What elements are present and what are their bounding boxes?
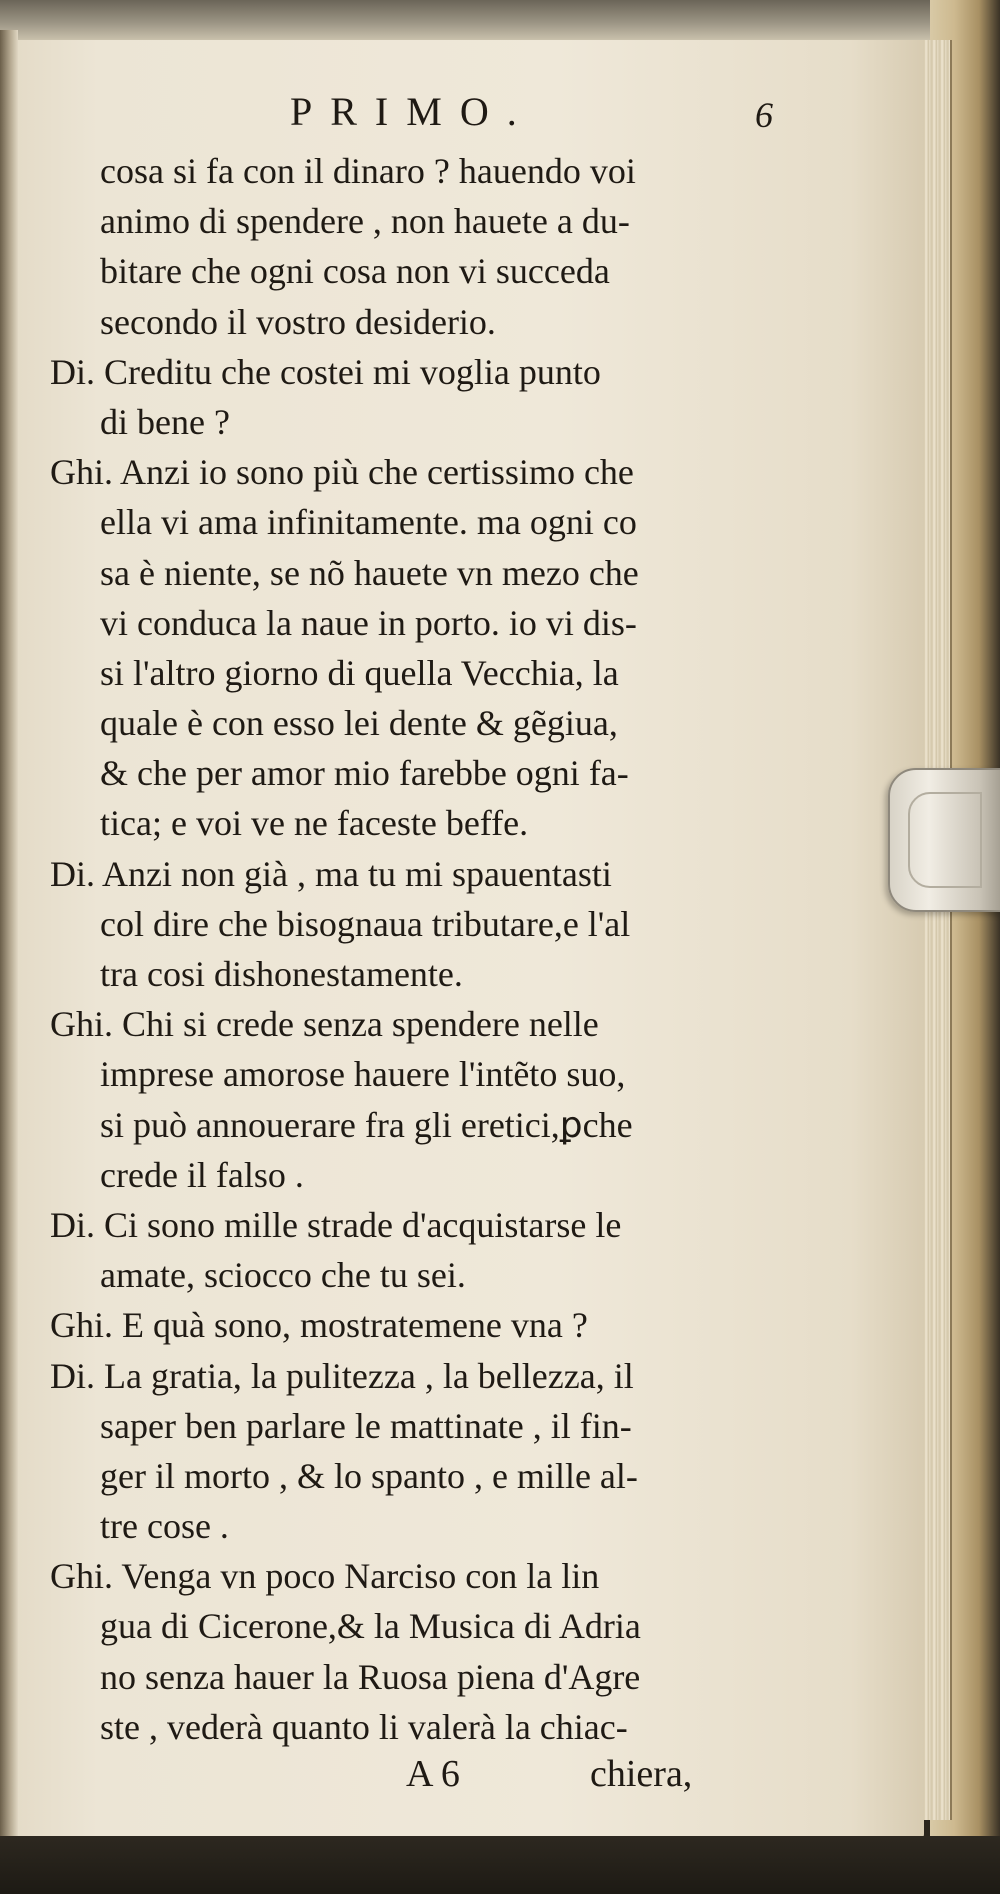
line-text: tica; e voi ve ne faceste beffe. bbox=[100, 803, 529, 844]
line-text: ella vi ama infinitamente. ma ogni co bbox=[100, 502, 637, 543]
text-line bbox=[50, 1652, 790, 1702]
speaker-label: Di. bbox=[50, 351, 95, 392]
line-text: crede il falso . bbox=[100, 1154, 304, 1195]
text-line bbox=[50, 899, 790, 949]
text-line bbox=[50, 1451, 790, 1501]
page-number: 6 bbox=[755, 95, 773, 135]
text-line bbox=[50, 1150, 790, 1200]
line-text: E quà sono, mostratemene vna ? bbox=[122, 1305, 588, 1346]
book-clasp bbox=[888, 768, 1000, 912]
text-line bbox=[50, 1351, 790, 1401]
text-line bbox=[50, 447, 790, 497]
bottom-shadow bbox=[0, 1836, 1000, 1894]
clasp-inner bbox=[908, 792, 982, 888]
page-header bbox=[50, 88, 790, 146]
text-line bbox=[50, 1100, 790, 1150]
text-line bbox=[50, 146, 790, 196]
line-text: di bene ? bbox=[100, 401, 230, 442]
line-text: si può annouerare fra gli eretici,ꝑche bbox=[100, 1104, 633, 1145]
speaker-label: Ghi. bbox=[50, 1305, 113, 1346]
line-text: & che per amor mio farebbe ogni fa- bbox=[100, 753, 629, 794]
speaker-label: Di. bbox=[50, 1204, 95, 1245]
line-text: gua di Cicerone,& la Musica di Adria bbox=[100, 1606, 641, 1647]
line-text: saper ben parlare le mattinate , il fin- bbox=[100, 1405, 632, 1446]
line-text: sa è niente, se nõ hauete vn mezo che bbox=[100, 552, 639, 593]
text-line bbox=[50, 798, 790, 848]
text-line bbox=[50, 598, 790, 648]
text-line bbox=[50, 196, 790, 246]
line-text: animo di spendere , non hauete a du- bbox=[100, 201, 630, 242]
line-text: quale è con esso lei dente & gẽgiua, bbox=[100, 703, 618, 744]
line-text: Creditu che costei mi voglia punto bbox=[104, 351, 601, 392]
text-line bbox=[50, 246, 790, 296]
line-text: secondo il vostro desiderio. bbox=[100, 301, 496, 342]
text-line bbox=[50, 748, 790, 798]
line-text: col dire che bisognaua tributare,e l'al bbox=[100, 903, 631, 944]
text-line bbox=[50, 1300, 790, 1350]
line-text: si l'altro giorno di quella Vecchia, la bbox=[100, 652, 619, 693]
line-text: ger il morto , & lo spanto , e mille al- bbox=[100, 1455, 638, 1496]
text-line bbox=[50, 1702, 790, 1752]
line-text: Anzi non già , ma tu mi spauentasti bbox=[102, 853, 612, 894]
text-line bbox=[50, 949, 790, 999]
line-text: Chi si crede senza spendere nelle bbox=[122, 1004, 599, 1045]
text-line bbox=[50, 1049, 790, 1099]
text-line bbox=[50, 347, 790, 397]
line-text: tra cosi dishonestamente. bbox=[100, 954, 463, 994]
line-text: bitare che ogni cosa non vi succeda bbox=[100, 251, 610, 292]
page-text-block bbox=[50, 88, 790, 1802]
line-text: cosa si fa con il dinaro ? hauendo voi bbox=[100, 151, 636, 191]
text-line bbox=[50, 1601, 790, 1651]
line-text: ste , vederà quanto li valerà la chiac- bbox=[100, 1706, 628, 1747]
line-text: La gratia, la pulitezza , la bellezza, il bbox=[104, 1355, 634, 1396]
text-line bbox=[50, 397, 790, 447]
speaker-label: Di. bbox=[50, 1355, 95, 1396]
text-line bbox=[50, 548, 790, 598]
line-text: vi conduca la naue in porto. io vi dis- bbox=[100, 602, 637, 643]
text-line bbox=[50, 999, 790, 1049]
speaker-label: Di. bbox=[50, 853, 95, 894]
line-text: tre cose . bbox=[100, 1506, 229, 1547]
speaker-label: Ghi. bbox=[50, 1004, 113, 1045]
text-line bbox=[50, 849, 790, 899]
text-line bbox=[50, 698, 790, 748]
text-line bbox=[50, 1250, 790, 1300]
text-line bbox=[50, 497, 790, 547]
line-text: Ci sono mille strade d'acquistarse le bbox=[104, 1204, 622, 1245]
text-line bbox=[50, 297, 790, 347]
text-line bbox=[50, 1551, 790, 1601]
line-text: Anzi io sono più che certissimo che bbox=[120, 452, 634, 493]
line-text: no senza hauer la Ruosa piena d'Agre bbox=[100, 1656, 641, 1697]
book-top-edge bbox=[0, 0, 1000, 40]
text-line bbox=[50, 1200, 790, 1250]
text-lines bbox=[50, 146, 790, 1752]
text-line bbox=[50, 1501, 790, 1551]
line-text: Venga vn poco Narciso con la lin bbox=[121, 1556, 600, 1597]
speaker-label: Ghi. bbox=[50, 1556, 113, 1597]
line-text: imprese amorose hauere l'intẽto suo, bbox=[100, 1054, 626, 1095]
line-text: amate, sciocco che tu sei. bbox=[100, 1255, 466, 1296]
book-binding bbox=[0, 30, 18, 1840]
text-line bbox=[50, 648, 790, 698]
text-line bbox=[50, 1401, 790, 1451]
running-head: PRIMO. bbox=[290, 89, 535, 134]
speaker-label: Ghi. bbox=[50, 452, 113, 493]
signature-mark: A 6 bbox=[406, 1753, 460, 1795]
page-footer bbox=[50, 1752, 790, 1802]
catchword: chiera, bbox=[590, 1753, 693, 1795]
